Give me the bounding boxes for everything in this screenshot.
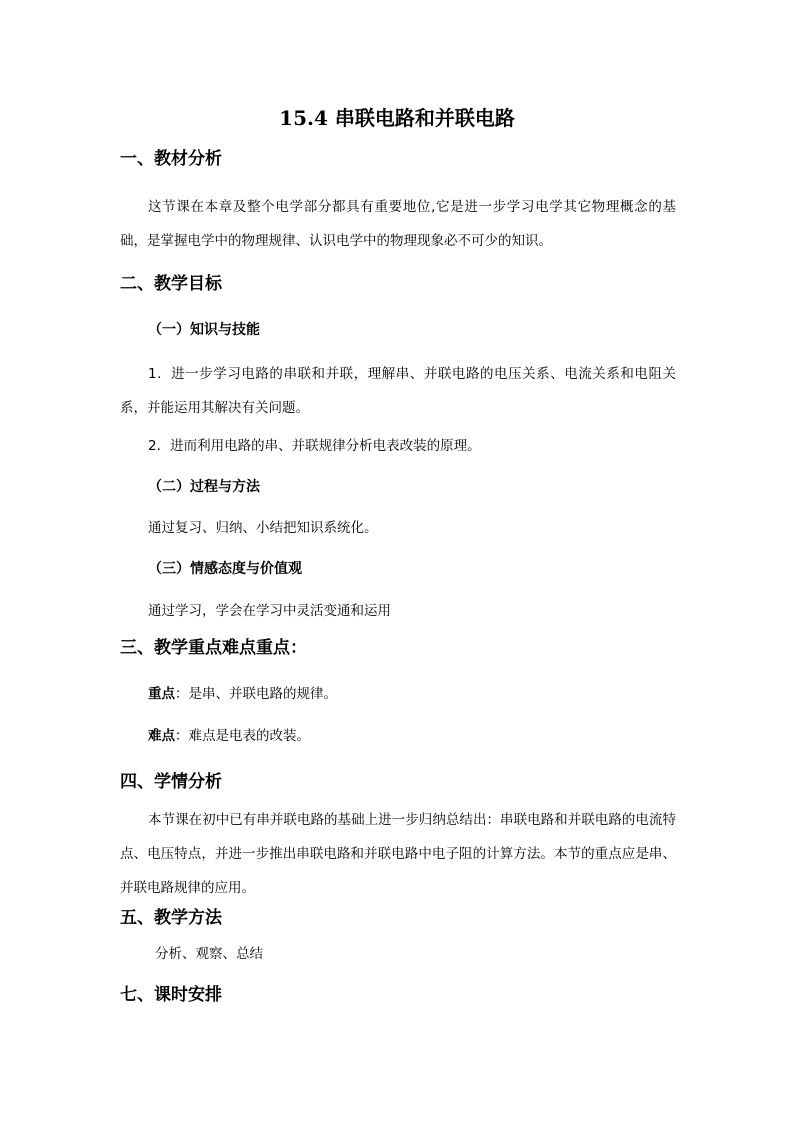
attitude-values-text: 通过学习，学会在学习中灵活变通和运用 [148,603,391,619]
subsection-heading-process-method: （二）过程与方法 [148,479,260,495]
difficult-point-label: 难点 [148,728,175,744]
section-paragraph-student-analysis: 本节课在初中已有串并联电路的基础上进一步归纳总结出：串联电路和并联电路的电流特点、电压特点，并进一步推出串联电路和并联电路中电子阻的计算方法。本节的重点应是串、并联电路规律的应用。 [120,812,676,896]
difficult-point-line [148,726,310,746]
section-heading-class-hours: 七、课时安排 [120,985,222,1005]
document-title: 15.4 串联电路和并联电路 [279,106,515,130]
key-point-line [148,684,337,704]
teaching-methods-text: 分析、观察、总结 [155,946,263,962]
section-heading-textbook-analysis: 一、教材分析 [120,149,222,169]
section-paragraph-textbook-analysis: 这节课在本章及整个电学部分都具有重要地位,它是进一步学习电学其它物理概念的基础，是掌握电学中的物理规律、认识电学中的物理现象必不可少的知识。 [120,199,676,249]
section-heading-key-points: 三、教学重点难点重点： [120,638,307,658]
difficult-point-text: ：难点是电表的改装。 [175,728,310,744]
section-heading-teaching-goals: 二、教学目标 [120,274,222,294]
section-heading-teaching-methods: 五、教学方法 [120,908,222,928]
subsection-heading-knowledge-skills: （一）知识与技能 [148,322,260,338]
key-point-label: 重点 [148,686,175,702]
key-point-text: ：是串、并联电路的规律。 [175,686,337,702]
goal-item-2: 2．进而利用电路的串、并联规律分析电表改装的原理。 [148,438,481,454]
section-heading-student-analysis: 四、学情分析 [120,772,222,792]
subsection-heading-attitude-values: （三）情感态度与价值观 [148,561,302,577]
process-method-text: 通过复习、归纳、小结把知识系统化。 [148,520,378,536]
goal-item-1: 1．进一步学习电路的串联和并联，理解串、并联电路的电压关系、电流关系和电阻关系，并能运用其解决有关问题。 [120,366,676,416]
